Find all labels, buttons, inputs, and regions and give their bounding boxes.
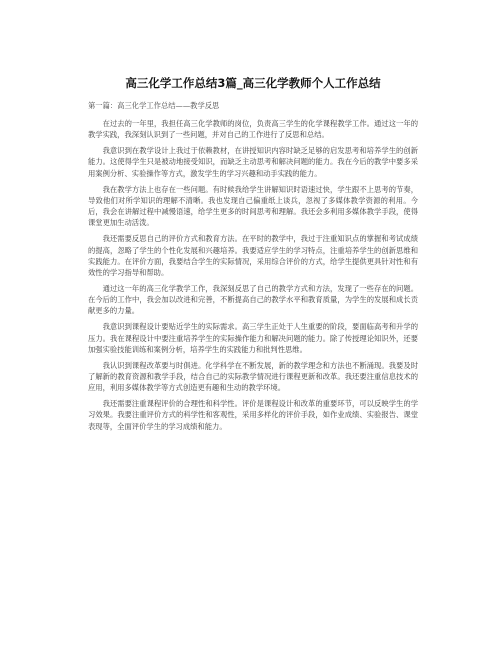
paragraph: 在过去的一年里，我担任高三化学教师的岗位，负责高三学生的化学课程教学工作。通过这一年的教学实践，我深刻认识到了一些问题，并对自己的工作进行了反思和总结。: [88, 119, 418, 140]
paragraph: 我意识到在教学设计上我过于依赖教材，在讲授知识内容时缺乏足够的启发思考和培养学生的创新能力。这使得学生只是被动地接受知识，而缺乏主动思考和解决问题的能力。我在今后的教学中要多采用案例分析、实验操作等方式，激发学生的学习兴趣和动手实践的能力。: [88, 146, 418, 178]
document-title: 高三化学工作总结3篇_高三化学教师个人工作总结: [125, 76, 381, 90]
document-page: [88, 76, 418, 437]
paragraph: 我还需要反思自己的评价方式和教育方法。在平时的教学中，我过于注重知识点的掌握和考试成绩的提高，忽略了学生的个性化发展和兴趣培养。我要适应学生的学习特点，注重培养学生的创新思维和实践能力。在评价方面，我要结合学生的实际情况，采用综合评价的方式，给学生提供更具针对性和有效性的学习指导和帮助。: [88, 234, 418, 277]
paragraph: 通过这一年的高三化学教学工作，我深刻反思了自己的教学方式和方法，发现了一些存在的问题。在今后的工作中，我会加以改进和完善，不断提高自己的教学水平和教育质量，为学生的发展和成长贡献更多的力量。: [88, 283, 418, 316]
paragraph: 我认识到课程改革要与时俱进。化学科学在不断发展，新的教学理念和方法也不断涌现。我要及时了解新的教育资源和教学手段，结合自己的实际教学情况进行课程更新和改革。我还要注重信息技术的应用，利用多媒体教学等方式创造更有趣和生动的教学环境。: [88, 360, 418, 393]
section-heading: 第一篇：高三化学工作总结——教学反思: [88, 101, 220, 110]
paragraph: 我意识到课程设计要贴近学生的实际需求。高三学生正处于人生重要的阶段，要面临高考和升学的压力。我在课程设计中要注重培养学生的实际操作能力和解决问题的能力。除了传授理论知识外，还要加强实验技能训练和案例分析，培养学生的实践能力和批判性思维。: [88, 322, 418, 354]
paragraph: 我还需要注重课程评价的合理性和科学性。评价是课程设计和改革的重要环节，可以反映学生的学习效果。我要注重评价方式的科学性和客观性，采用多样化的评价手段，如作业成绩、实验报告、课堂表现等，全面评价学生的学习成绩和能力。: [88, 399, 418, 431]
paragraph: 我在教学方法上也存在一些问题。有时候我给学生讲解知识时语速过快，学生跟不上思考的节奏，导致他们对所学知识的理解不清晰。我也发现自己偏重纸上谈兵，忽视了多媒体教学资源的利用。今后，我会在讲解过程中减慢语速，给学生更多的时间思考和理解。我还会多利用多媒体教学手段，使得课堂更加生动活泼。: [88, 184, 418, 228]
